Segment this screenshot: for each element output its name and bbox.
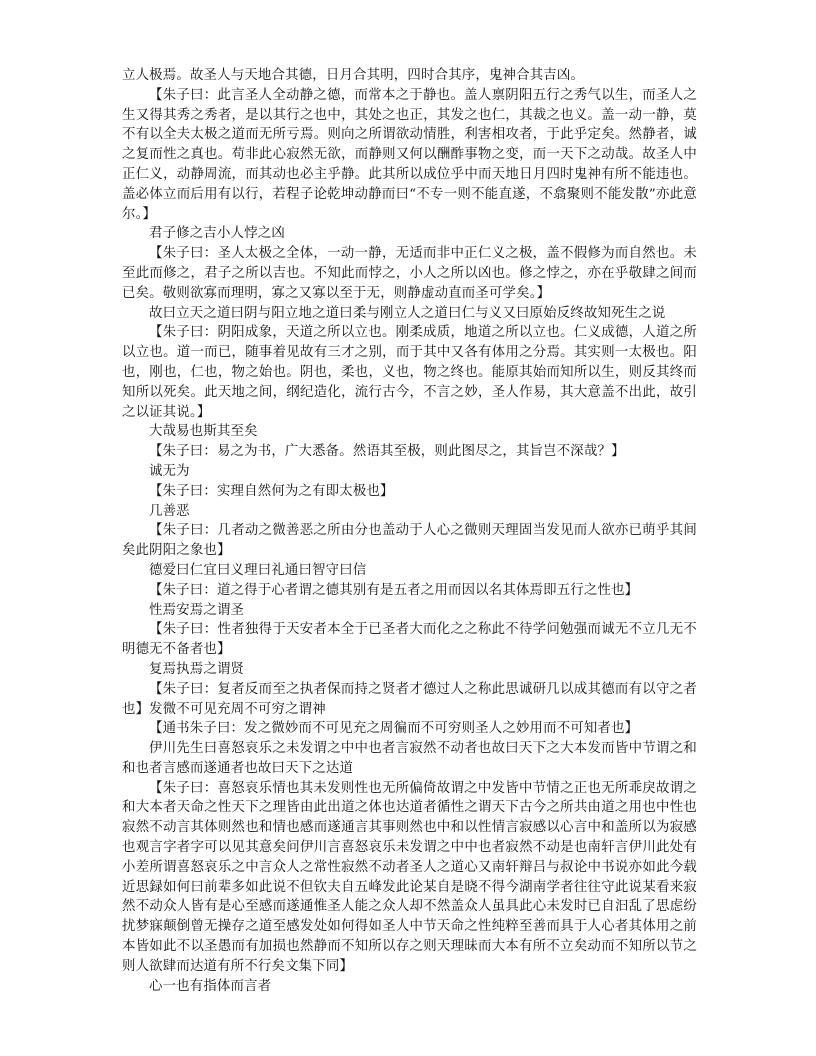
commentary-paragraph: 【朱子曰：性者独得于天安者本全于已圣者大而化之之称此不待学问勉强而诚无不立几无不明德无不备者也】: [122, 622, 697, 658]
commentary-paragraph: 【朱子曰：复者反而至之执者保而持之贤者才德过人之称此思诚研几以成其德而有以守之者也】发微不可见充周不可穷之谓神: [122, 681, 697, 717]
text-paragraph: 大哉易也斯其至矣: [149, 424, 258, 440]
commentary-paragraph: 【朱子曰：圣人太极之全体，一动一静，无适而非中正仁义之极，盖不假修为而自然也。未至此而修之，君子之所以吉也。不知此而悖之，小人之所以凶也。修之悖之，亦在乎敬肆之间而已矣。敬则欲寡而理明，寡之又寡以至于无，则静虚动直而圣可学矣。】: [122, 246, 697, 301]
text-paragraph: 君子修之吉小人悖之凶: [149, 226, 285, 242]
text-paragraph: 复焉执焉之谓贤: [149, 661, 245, 677]
text-paragraph: 心一也有指体而言者: [149, 978, 272, 994]
commentary-paragraph: 【朱子曰：几者动之微善恶之所由分也盖动于人心之微则天理固当发见而人欲亦已萌乎其间矣此阴阳之象也】: [122, 523, 697, 559]
commentary-paragraph: 【朱子曰：道之得于心者谓之德其别有是五者之用而因以名其体焉即五行之性也】: [149, 582, 639, 598]
document-page: [122, 66, 697, 996]
text-paragraph: 立人极焉。故圣人与天地合其德，日月合其明，四时合其序，鬼神合其吉凶。: [122, 68, 585, 83]
commentary-paragraph: 【朱子曰：阴阳成象，天道之所以立也。刚柔成质，地道之所以立也。仁义成德，人道之所以立也。道一而已，随事着见故有三才之别，而于其中又各有体用之分焉。其实则一太极也。阳也，刚也，仁也，物之始也。阴也，柔也，义也，物之终也。能原其始而知所以生，则反其终而知所以死矣。此天地之间，纲纪造化，流行古今，不言之妙，圣人作易，其大意盖不出此，故引之以证其说。】: [122, 325, 697, 420]
commentary-paragraph: 【朱子曰：喜怒哀乐情也其未发则性也无所偏倚故谓之中发皆中节情之正也无所乖戾故谓之和大本者天命之性天下之理皆由此出道之体也达道者循性之谓天下古今之所共由道之用也中性也寂然不动言其体则然也和情也感而遂通言其事则然也中和以性情言寂感以心言中和盖所以为寂感也观言字者字可以见其意矣问伊川言喜怒哀乐未发谓之中中也者寂然不动是也南轩言伊川此处有小差所谓喜怒哀乐之中言众人之常性寂然不动者圣人之道心又南轩辩吕与叔论中书说亦如此今载近思録如何曰前辈多如此说不但钦夫自五峰发此论某自是晓不得今湖南学者往往守此说某看来寂然不动众人皆有是心至感而遂通惟圣人能之众人却不然盖众人虽具此心未发时已自汩乱了思虑纷扰梦寐颠倒曾无操存之道至感发处如何得如圣人中节天命之性纯粹至善而具于人心者其体用之前本皆如此不以圣愚而有加损也然静而不知所以存之则天理昧而大本有所不立矣动而不知所以节之则人欲肆而达道有所不行矣文集下同】: [122, 780, 697, 974]
text-paragraph: 诚无为: [149, 463, 190, 479]
text-paragraph: 性焉安焉之谓圣: [149, 602, 245, 618]
commentary-paragraph: 【朱子曰：此言圣人全动静之德，而常本之于静也。盖人禀阴阳五行之秀气以生，而圣人之生又得其秀之秀者，是以其行之也中，其处之也正，其发之也仁，其裁之也义。盖一动一静，莫不有以全夫太极之道而无所亏焉。则向之所谓欲动情胜，利害相攻者，于此乎定矣。然静者，诚之复而性之真也。苟非此心寂然无欲，而静则又何以酬酢事物之变，而一天下之动哉。故圣人中正仁义，动静周流，而其动也必主乎静。此其所以成位乎中而天地日月四时鬼神有所不能违也。盖必体立而后用有以行，若程子论乾坤动静而曰“不专一则不能直遂，不翕聚则不能发散”亦此意尔。】: [122, 87, 697, 222]
text-paragraph: 伊川先生曰喜怒哀乐之未发谓之中中也者言寂然不动者也故曰天下之大本发而皆中节谓之和和也者言感而遂通者也故曰天下之达道: [122, 741, 697, 776]
commentary-paragraph: 【通书朱子曰：发之微妙而不可见充之周徧而不可穷则圣人之妙用而不可知者也】: [149, 721, 639, 737]
text-paragraph: 故曰立天之道曰阴与阳立地之道曰柔与刚立人之道曰仁与义又曰原始反终故知死生之说: [149, 305, 666, 321]
text-paragraph: 几善恶: [149, 503, 190, 519]
commentary-paragraph: 【朱子曰：实理自然何为之有即太极也】: [149, 483, 394, 499]
commentary-paragraph: 【朱子曰：易之为书，广大悉备。然语其至极，则此图尽之，其旨岂不深哉？】: [149, 444, 625, 460]
text-paragraph: 德爱曰仁宜曰义理曰礼通曰智守曰信: [149, 562, 367, 578]
